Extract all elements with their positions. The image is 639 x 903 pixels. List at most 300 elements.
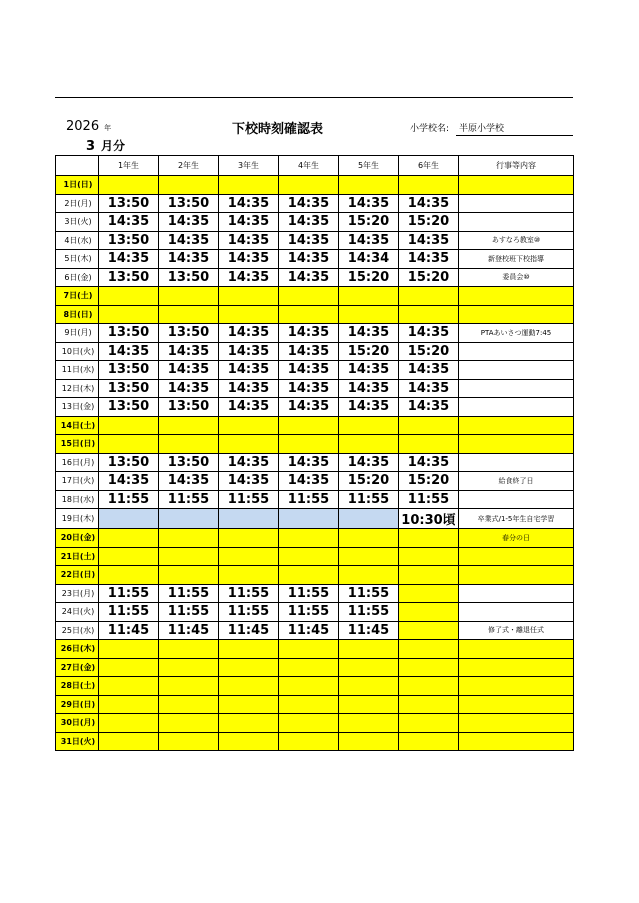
table-row xyxy=(56,305,574,324)
table-row xyxy=(56,547,574,566)
time-cell-grade-1: 13:50 xyxy=(99,268,159,287)
time-cell-grade-4 xyxy=(279,714,339,733)
time-cell-grade-1: 13:50 xyxy=(99,361,159,380)
event-cell xyxy=(459,416,574,435)
time-cell-grade-5: 14:35 xyxy=(339,231,399,250)
time-cell-grade-1: 14:35 xyxy=(99,213,159,232)
time-cell-grade-4 xyxy=(279,509,339,529)
day-cell: 4日(水) xyxy=(56,231,99,250)
time-cell-grade-1 xyxy=(99,435,159,454)
day-cell: 28日(土) xyxy=(56,677,99,696)
time-cell-grade-5: 14:35 xyxy=(339,398,399,417)
month-unit: 月分 xyxy=(101,139,126,153)
time-cell-grade-6: 14:35 xyxy=(399,194,459,213)
time-cell-grade-1 xyxy=(99,305,159,324)
event-cell: 卒業式/1-5年生自宅学習 xyxy=(459,509,574,529)
time-cell-grade-2: 11:55 xyxy=(159,490,219,509)
time-cell-grade-5: 11:55 xyxy=(339,490,399,509)
event-cell xyxy=(459,714,574,733)
time-cell-grade-3 xyxy=(219,509,279,529)
event-cell xyxy=(459,435,574,454)
time-cell-grade-1 xyxy=(99,287,159,306)
time-cell-grade-5 xyxy=(339,714,399,733)
time-cell-grade-4 xyxy=(279,640,339,659)
day-cell: 18日(水) xyxy=(56,490,99,509)
year-unit: 年 xyxy=(104,124,112,132)
table-row xyxy=(56,213,574,232)
table-row xyxy=(56,287,574,306)
time-cell-grade-3: 14:35 xyxy=(219,361,279,380)
time-cell-grade-4 xyxy=(279,529,339,548)
time-cell-grade-5: 14:35 xyxy=(339,379,399,398)
table-row xyxy=(56,509,574,529)
time-cell-grade-6 xyxy=(399,547,459,566)
day-cell: 21日(土) xyxy=(56,547,99,566)
time-cell-grade-1: 13:50 xyxy=(99,453,159,472)
time-cell-grade-5 xyxy=(339,695,399,714)
day-cell: 15日(日) xyxy=(56,435,99,454)
time-cell-grade-6 xyxy=(399,677,459,696)
time-cell-grade-6 xyxy=(399,640,459,659)
day-cell: 1日(日) xyxy=(56,176,99,195)
day-cell: 30日(月) xyxy=(56,714,99,733)
column-header: 1年生 xyxy=(99,156,159,176)
day-cell: 23日(月) xyxy=(56,584,99,603)
time-cell-grade-6 xyxy=(399,658,459,677)
column-header: 4年生 xyxy=(279,156,339,176)
table-row xyxy=(56,268,574,287)
time-cell-grade-6: 14:35 xyxy=(399,379,459,398)
time-cell-grade-6: 15:20 xyxy=(399,472,459,491)
time-cell-grade-3: 14:35 xyxy=(219,453,279,472)
time-cell-grade-6: 14:35 xyxy=(399,398,459,417)
time-cell-grade-2: 14:35 xyxy=(159,342,219,361)
table-row xyxy=(56,603,574,622)
event-cell xyxy=(459,603,574,622)
table-row xyxy=(56,324,574,343)
time-cell-grade-5: 14:35 xyxy=(339,194,399,213)
time-cell-grade-3: 11:55 xyxy=(219,584,279,603)
day-cell: 6日(金) xyxy=(56,268,99,287)
time-cell-grade-2: 13:50 xyxy=(159,194,219,213)
event-cell: 修了式・離退任式 xyxy=(459,621,574,640)
column-header: 2年生 xyxy=(159,156,219,176)
time-cell-grade-6 xyxy=(399,603,459,622)
table-row xyxy=(56,379,574,398)
time-cell-grade-4: 11:55 xyxy=(279,490,339,509)
time-cell-grade-2 xyxy=(159,732,219,751)
time-cell-grade-3 xyxy=(219,695,279,714)
time-cell-grade-3: 11:55 xyxy=(219,490,279,509)
time-cell-grade-6: 14:35 xyxy=(399,453,459,472)
time-cell-grade-6 xyxy=(399,435,459,454)
table-row xyxy=(56,584,574,603)
time-cell-grade-4: 14:35 xyxy=(279,250,339,269)
year-value: 2026 xyxy=(66,119,100,134)
month-value: 3 xyxy=(86,139,96,154)
time-cell-grade-2 xyxy=(159,529,219,548)
event-cell: 新登校班下校指導 xyxy=(459,250,574,269)
time-cell-grade-6 xyxy=(399,714,459,733)
time-cell-grade-1 xyxy=(99,529,159,548)
time-cell-grade-1: 13:50 xyxy=(99,324,159,343)
event-cell xyxy=(459,547,574,566)
time-cell-grade-2 xyxy=(159,435,219,454)
day-cell: 20日(金) xyxy=(56,529,99,548)
time-cell-grade-1 xyxy=(99,695,159,714)
event-cell xyxy=(459,305,574,324)
time-cell-grade-5: 11:45 xyxy=(339,621,399,640)
time-cell-grade-6 xyxy=(399,695,459,714)
time-cell-grade-5 xyxy=(339,547,399,566)
table-row xyxy=(56,566,574,585)
table-row xyxy=(56,490,574,509)
time-cell-grade-2: 14:35 xyxy=(159,213,219,232)
day-cell: 2日(月) xyxy=(56,194,99,213)
time-cell-grade-4 xyxy=(279,658,339,677)
time-cell-grade-1: 14:35 xyxy=(99,472,159,491)
time-cell-grade-5: 14:35 xyxy=(339,324,399,343)
time-cell-grade-3 xyxy=(219,566,279,585)
time-cell-grade-5: 15:20 xyxy=(339,213,399,232)
event-cell xyxy=(459,398,574,417)
table-row xyxy=(56,250,574,269)
time-cell-grade-3: 14:35 xyxy=(219,213,279,232)
time-cell-grade-3 xyxy=(219,416,279,435)
time-cell-grade-2: 13:50 xyxy=(159,324,219,343)
time-cell-grade-3: 14:35 xyxy=(219,250,279,269)
month-label xyxy=(86,137,125,154)
year-label xyxy=(66,119,111,134)
time-cell-grade-3 xyxy=(219,732,279,751)
time-cell-grade-6 xyxy=(399,529,459,548)
table-row xyxy=(56,472,574,491)
time-cell-grade-2: 14:35 xyxy=(159,472,219,491)
day-cell: 19日(木) xyxy=(56,509,99,529)
school-label: 小学校名: xyxy=(410,124,450,134)
time-cell-grade-5 xyxy=(339,658,399,677)
event-cell xyxy=(459,566,574,585)
schedule-body xyxy=(56,156,574,751)
time-cell-grade-4: 11:55 xyxy=(279,584,339,603)
time-cell-grade-6 xyxy=(399,287,459,306)
time-cell-grade-6 xyxy=(399,176,459,195)
table-row xyxy=(56,453,574,472)
time-cell-grade-3 xyxy=(219,677,279,696)
time-cell-grade-3: 14:35 xyxy=(219,231,279,250)
day-cell: 16日(月) xyxy=(56,453,99,472)
table-row xyxy=(56,398,574,417)
time-cell-grade-4 xyxy=(279,547,339,566)
time-cell-grade-6: 14:35 xyxy=(399,324,459,343)
table-row xyxy=(56,732,574,751)
time-cell-grade-4: 14:35 xyxy=(279,342,339,361)
time-cell-grade-2: 11:55 xyxy=(159,584,219,603)
time-cell-grade-4: 14:35 xyxy=(279,379,339,398)
time-cell-grade-3: 14:35 xyxy=(219,342,279,361)
school-underline xyxy=(456,135,573,136)
day-cell: 14日(土) xyxy=(56,416,99,435)
time-cell-grade-2: 14:35 xyxy=(159,361,219,380)
day-cell: 10日(火) xyxy=(56,342,99,361)
day-cell: 22日(日) xyxy=(56,566,99,585)
day-cell: 17日(火) xyxy=(56,472,99,491)
time-cell-grade-5: 11:55 xyxy=(339,584,399,603)
header-row xyxy=(56,156,574,176)
time-cell-grade-4: 11:55 xyxy=(279,603,339,622)
time-cell-grade-2 xyxy=(159,287,219,306)
time-cell-grade-5 xyxy=(339,416,399,435)
day-cell: 13日(金) xyxy=(56,398,99,417)
time-cell-grade-3: 11:45 xyxy=(219,621,279,640)
table-row xyxy=(56,176,574,195)
time-cell-grade-4 xyxy=(279,695,339,714)
time-cell-grade-5 xyxy=(339,529,399,548)
time-cell-grade-4: 14:35 xyxy=(279,361,339,380)
time-cell-grade-3 xyxy=(219,305,279,324)
table-row xyxy=(56,621,574,640)
time-cell-grade-1: 14:35 xyxy=(99,250,159,269)
time-cell-grade-4 xyxy=(279,677,339,696)
time-cell-grade-2: 14:35 xyxy=(159,379,219,398)
time-cell-grade-4: 14:35 xyxy=(279,398,339,417)
time-cell-grade-1 xyxy=(99,658,159,677)
event-cell: PTAあいさつ運動7:45 xyxy=(459,324,574,343)
time-cell-grade-1: 11:45 xyxy=(99,621,159,640)
event-cell xyxy=(459,453,574,472)
schedule-table xyxy=(55,155,574,751)
time-cell-grade-1: 13:50 xyxy=(99,194,159,213)
time-cell-grade-4: 14:35 xyxy=(279,472,339,491)
day-cell: 25日(水) xyxy=(56,621,99,640)
time-cell-grade-3 xyxy=(219,658,279,677)
time-cell-grade-4 xyxy=(279,305,339,324)
time-cell-grade-3 xyxy=(219,176,279,195)
time-cell-grade-2 xyxy=(159,714,219,733)
time-cell-grade-2: 14:35 xyxy=(159,250,219,269)
time-cell-grade-6 xyxy=(399,416,459,435)
time-cell-grade-3: 14:35 xyxy=(219,472,279,491)
time-cell-grade-5 xyxy=(339,566,399,585)
time-cell-grade-1: 11:55 xyxy=(99,490,159,509)
time-cell-grade-1 xyxy=(99,714,159,733)
time-cell-grade-4: 14:35 xyxy=(279,324,339,343)
time-cell-grade-5 xyxy=(339,509,399,529)
event-cell xyxy=(459,640,574,659)
time-cell-grade-1: 11:55 xyxy=(99,584,159,603)
time-cell-grade-2: 13:50 xyxy=(159,398,219,417)
time-cell-grade-4 xyxy=(279,287,339,306)
event-cell xyxy=(459,342,574,361)
day-cell: 12日(木) xyxy=(56,379,99,398)
time-cell-grade-2: 14:35 xyxy=(159,231,219,250)
time-cell-grade-2 xyxy=(159,566,219,585)
time-cell-grade-1 xyxy=(99,416,159,435)
table-row xyxy=(56,416,574,435)
time-cell-grade-2 xyxy=(159,695,219,714)
event-cell xyxy=(459,677,574,696)
event-cell xyxy=(459,176,574,195)
table-row xyxy=(56,677,574,696)
time-cell-grade-3 xyxy=(219,640,279,659)
time-cell-grade-6: 14:35 xyxy=(399,250,459,269)
time-cell-grade-2 xyxy=(159,176,219,195)
time-cell-grade-4: 14:35 xyxy=(279,194,339,213)
event-cell xyxy=(459,361,574,380)
time-cell-grade-3: 14:35 xyxy=(219,398,279,417)
time-cell-grade-6: 14:35 xyxy=(399,231,459,250)
event-cell xyxy=(459,490,574,509)
table-row xyxy=(56,342,574,361)
table-row xyxy=(56,658,574,677)
time-cell-grade-3 xyxy=(219,287,279,306)
event-cell xyxy=(459,213,574,232)
column-header-day xyxy=(56,156,99,176)
time-cell-grade-4: 11:45 xyxy=(279,621,339,640)
table-row xyxy=(56,194,574,213)
time-cell-grade-3 xyxy=(219,714,279,733)
time-cell-grade-5: 15:20 xyxy=(339,472,399,491)
time-cell-grade-4 xyxy=(279,435,339,454)
time-cell-grade-5 xyxy=(339,732,399,751)
table-row xyxy=(56,529,574,548)
column-header: 5年生 xyxy=(339,156,399,176)
day-cell: 5日(木) xyxy=(56,250,99,269)
time-cell-grade-1 xyxy=(99,547,159,566)
time-cell-grade-2 xyxy=(159,658,219,677)
time-cell-grade-5: 14:35 xyxy=(339,453,399,472)
day-cell: 8日(日) xyxy=(56,305,99,324)
time-cell-grade-2: 13:50 xyxy=(159,453,219,472)
time-cell-grade-6: 14:35 xyxy=(399,361,459,380)
time-cell-grade-1: 13:50 xyxy=(99,231,159,250)
event-cell xyxy=(459,732,574,751)
time-cell-grade-3 xyxy=(219,435,279,454)
time-cell-grade-1: 11:55 xyxy=(99,603,159,622)
day-cell: 3日(火) xyxy=(56,213,99,232)
time-cell-grade-4 xyxy=(279,732,339,751)
time-cell-grade-6 xyxy=(399,305,459,324)
event-cell: あすなろ教室⑩ xyxy=(459,231,574,250)
time-cell-grade-3: 14:35 xyxy=(219,268,279,287)
table-row xyxy=(56,435,574,454)
time-cell-grade-6: 15:20 xyxy=(399,342,459,361)
event-cell xyxy=(459,584,574,603)
time-cell-grade-3: 14:35 xyxy=(219,324,279,343)
time-cell-grade-2 xyxy=(159,640,219,659)
time-cell-grade-4: 14:35 xyxy=(279,268,339,287)
event-cell xyxy=(459,287,574,306)
day-cell: 11日(水) xyxy=(56,361,99,380)
time-cell-grade-3 xyxy=(219,547,279,566)
event-cell xyxy=(459,379,574,398)
page-title: 下校時刻確認表 xyxy=(232,122,324,137)
event-cell xyxy=(459,695,574,714)
day-cell: 9日(月) xyxy=(56,324,99,343)
time-cell-grade-4 xyxy=(279,176,339,195)
time-cell-grade-6: 15:20 xyxy=(399,213,459,232)
time-cell-grade-6 xyxy=(399,732,459,751)
time-cell-grade-1 xyxy=(99,640,159,659)
time-cell-grade-6: 10:30頃 xyxy=(399,509,459,529)
time-cell-grade-1 xyxy=(99,566,159,585)
time-cell-grade-6 xyxy=(399,566,459,585)
time-cell-grade-1: 14:35 xyxy=(99,342,159,361)
time-cell-grade-1 xyxy=(99,732,159,751)
time-cell-grade-1: 13:50 xyxy=(99,398,159,417)
time-cell-grade-5 xyxy=(339,305,399,324)
time-cell-grade-2: 11:45 xyxy=(159,621,219,640)
time-cell-grade-5: 15:20 xyxy=(339,268,399,287)
time-cell-grade-6 xyxy=(399,584,459,603)
time-cell-grade-3: 14:35 xyxy=(219,379,279,398)
time-cell-grade-2 xyxy=(159,677,219,696)
time-cell-grade-2: 13:50 xyxy=(159,268,219,287)
time-cell-grade-5: 14:34 xyxy=(339,250,399,269)
column-header: 3年生 xyxy=(219,156,279,176)
time-cell-grade-5: 15:20 xyxy=(339,342,399,361)
table-row xyxy=(56,695,574,714)
event-cell xyxy=(459,194,574,213)
time-cell-grade-1: 13:50 xyxy=(99,379,159,398)
time-cell-grade-3: 14:35 xyxy=(219,194,279,213)
event-cell: 春分の日 xyxy=(459,529,574,548)
school-name: 半原小学校 xyxy=(459,124,505,134)
time-cell-grade-3: 11:55 xyxy=(219,603,279,622)
table-row xyxy=(56,714,574,733)
event-cell: 給食終了日 xyxy=(459,472,574,491)
day-cell: 29日(日) xyxy=(56,695,99,714)
time-cell-grade-3 xyxy=(219,529,279,548)
time-cell-grade-5 xyxy=(339,176,399,195)
day-cell: 27日(金) xyxy=(56,658,99,677)
day-cell: 7日(土) xyxy=(56,287,99,306)
time-cell-grade-1 xyxy=(99,176,159,195)
event-cell: 委員会⑩ xyxy=(459,268,574,287)
table-row xyxy=(56,231,574,250)
top-rule xyxy=(55,97,573,98)
time-cell-grade-4: 14:35 xyxy=(279,213,339,232)
day-cell: 26日(木) xyxy=(56,640,99,659)
time-cell-grade-1 xyxy=(99,509,159,529)
time-cell-grade-6: 15:20 xyxy=(399,268,459,287)
time-cell-grade-5 xyxy=(339,640,399,659)
time-cell-grade-4: 14:35 xyxy=(279,231,339,250)
time-cell-grade-6 xyxy=(399,621,459,640)
column-header: 行事等内容 xyxy=(459,156,574,176)
time-cell-grade-5: 11:55 xyxy=(339,603,399,622)
time-cell-grade-6: 11:55 xyxy=(399,490,459,509)
time-cell-grade-2: 11:55 xyxy=(159,603,219,622)
table-row xyxy=(56,361,574,380)
time-cell-grade-5 xyxy=(339,677,399,696)
time-cell-grade-4 xyxy=(279,566,339,585)
time-cell-grade-4: 14:35 xyxy=(279,453,339,472)
event-cell xyxy=(459,658,574,677)
time-cell-grade-2 xyxy=(159,547,219,566)
time-cell-grade-2 xyxy=(159,305,219,324)
time-cell-grade-5 xyxy=(339,435,399,454)
day-cell: 24日(火) xyxy=(56,603,99,622)
day-cell: 31日(火) xyxy=(56,732,99,751)
table-row xyxy=(56,640,574,659)
time-cell-grade-1 xyxy=(99,677,159,696)
time-cell-grade-5 xyxy=(339,287,399,306)
time-cell-grade-2 xyxy=(159,416,219,435)
time-cell-grade-2 xyxy=(159,509,219,529)
time-cell-grade-5: 14:35 xyxy=(339,361,399,380)
time-cell-grade-4 xyxy=(279,416,339,435)
